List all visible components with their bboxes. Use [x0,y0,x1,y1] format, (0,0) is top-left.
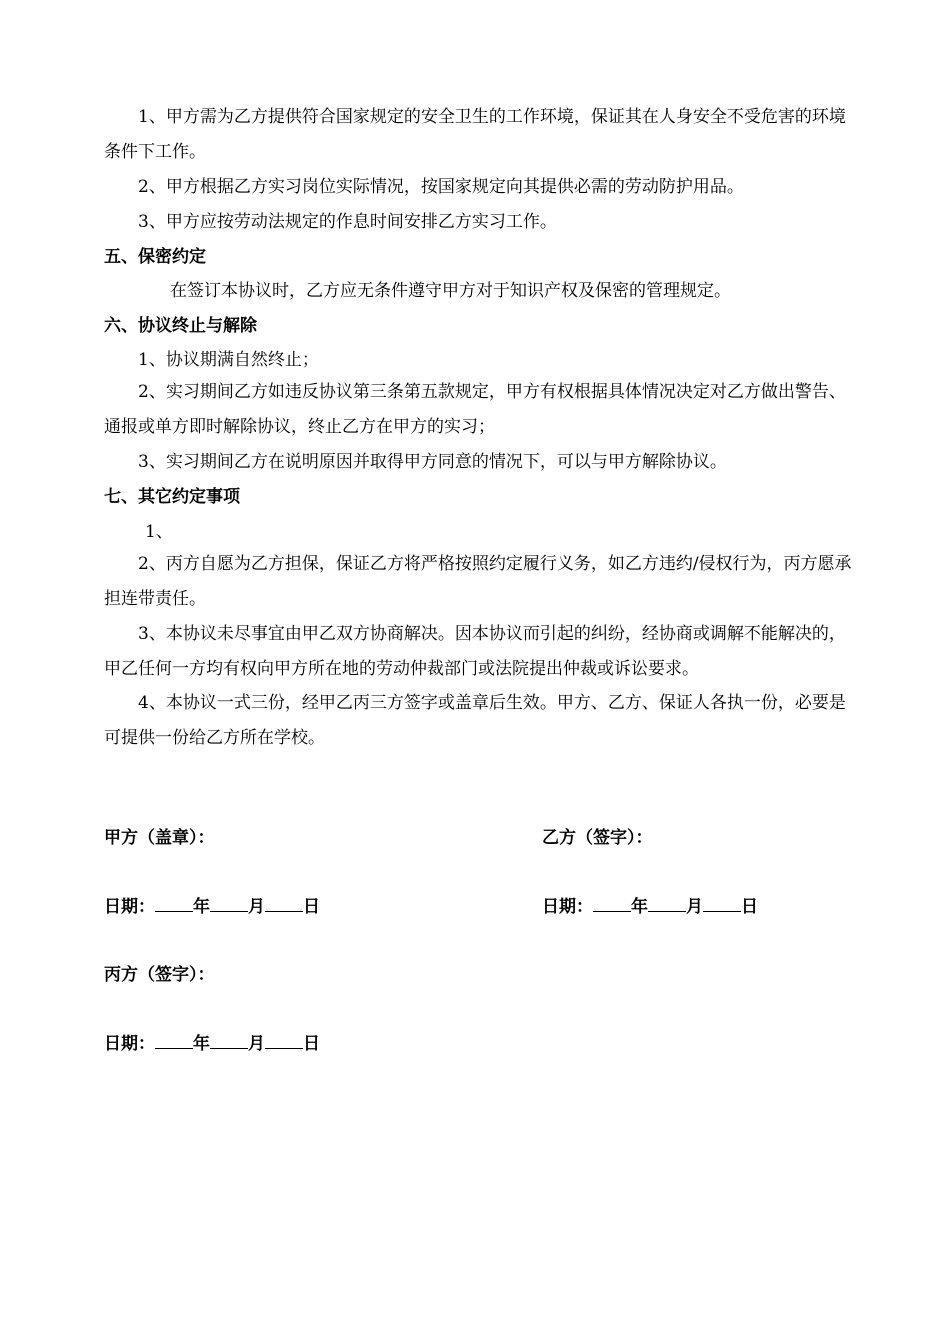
day-label: 日 [741,897,758,917]
section4-item-1: 1、甲方需为乙方提供符合国家规定的安全卫生的工作环境，保证其在人身安全不受危害的环境条件下工作。 [104,107,846,162]
year-blank[interactable] [155,894,193,912]
year-label: 年 [193,1034,210,1054]
month-blank[interactable] [210,1031,248,1049]
month-blank[interactable] [210,894,248,912]
section5-body: 在签订本协议时，乙方应无条件遵守甲方对于知识产权及保密的管理规定。 [170,281,731,301]
party-b-date-line [542,894,758,919]
month-label: 月 [686,897,703,917]
day-label: 日 [303,1034,320,1054]
section5-heading: 五、保密约定 [104,247,206,267]
section6-item-1: 1、协议期满自然终止； [138,350,319,370]
section6-item-3: 3、实习期间乙方在说明原因并取得甲方同意的情况下，可以与甲方解除协议。 [138,452,727,472]
section7-item-2: 2、丙方自愿为乙方担保，保证乙方将严格按照约定履行义务，如乙方违约/侵权行为，丙方愿承担连带责任。 [104,554,852,609]
year-blank[interactable] [593,894,631,912]
party-a-signature-label: 甲方（盖章）： [104,828,215,848]
party-c-date-line [104,1031,320,1056]
section7-item-1: 1、 [145,522,173,542]
year-blank[interactable] [155,1031,193,1049]
date-label: 日期： [104,1034,155,1054]
date-label: 日期： [104,897,155,917]
party-a-date-line [104,894,320,919]
day-label: 日 [303,897,320,917]
section7-heading: 七、其它约定事项 [104,487,240,507]
party-b-signature-label: 乙方（签字）： [542,828,653,848]
section7-item-4: 4、本协议一式三份，经甲乙丙三方签字或盖章后生效。甲方、乙方、保证人各执一份，必要是可提供一份给乙方所在学校。 [104,693,846,748]
party-c-signature-label: 丙方（签字）： [104,965,215,985]
month-blank[interactable] [648,894,686,912]
section4-item-3: 3、甲方应按劳动法规定的作息时间安排乙方实习工作。 [138,212,557,232]
section7-item-3: 3、本协议未尽事宜由甲乙双方协商解决。因本协议而引起的纠纷，经协商或调解不能解决的，甲乙任何一方均有权向甲方所在地的劳动仲裁部门或法院提出仲裁或诉讼要求。 [104,624,846,679]
month-label: 月 [248,897,265,917]
section6-heading: 六、协议终止与解除 [104,316,257,336]
date-label: 日期： [542,897,593,917]
section6-item-2: 2、实习期间乙方如违反协议第三条第五款规定，甲方有权根据具体情况决定对乙方做出警告、通报或单方即时解除协议，终止乙方在甲方的实习； [104,382,846,437]
day-blank[interactable] [265,1031,303,1049]
day-blank[interactable] [703,894,741,912]
month-label: 月 [248,1034,265,1054]
year-label: 年 [193,897,210,917]
day-blank[interactable] [265,894,303,912]
year-label: 年 [631,897,648,917]
section4-item-2: 2、甲方根据乙方实习岗位实际情况，按国家规定向其提供必需的劳动防护用品。 [138,177,744,197]
